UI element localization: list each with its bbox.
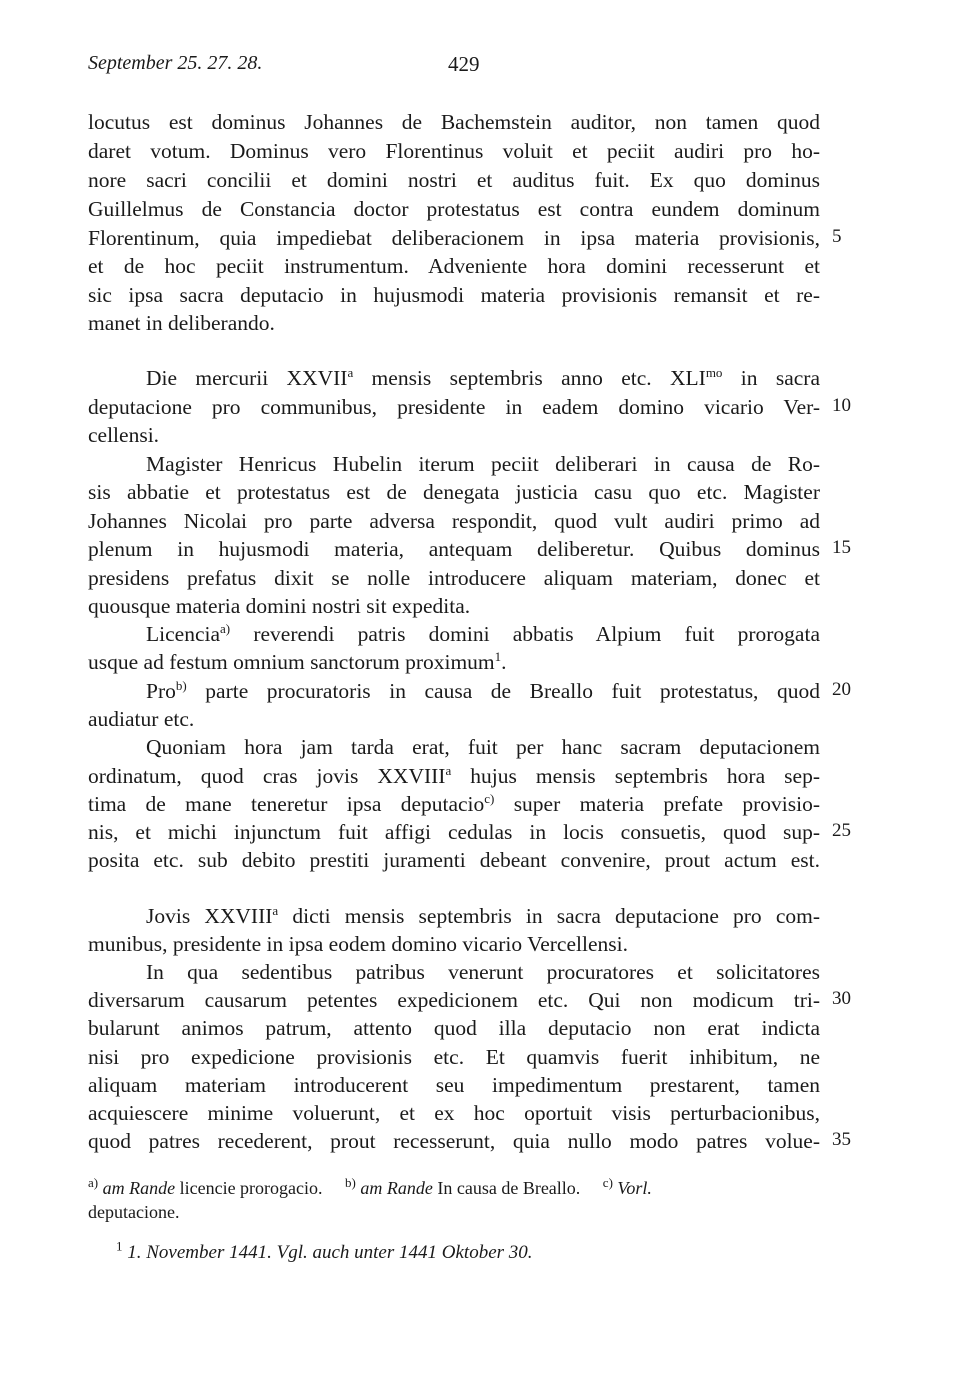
superscript-mark: a (347, 364, 354, 380)
running-head-date: September 25. 27. 28. (88, 52, 263, 74)
text-line (146, 733, 820, 761)
line-text: nore sacri concilii et domini nostri et auditus fuit. Ex quo dominus (88, 168, 820, 192)
text-line (146, 620, 820, 648)
footnote-a-text: licencie prorogacio. (179, 1178, 323, 1198)
line-text: mensis septembris anno etc. XLI (353, 366, 706, 390)
line-text: munibus, presidente in ipsa eodem domino vicario Vercellensi. (88, 932, 628, 956)
text-line (88, 507, 820, 535)
text-line (88, 1099, 820, 1127)
line-text: audiatur etc. (88, 707, 195, 731)
line-text: nis, et michi injunctum fuit affigi cedulas in locis consuetis, quod sup- (88, 820, 820, 844)
text-line (88, 478, 820, 506)
text-line (88, 309, 820, 337)
text-line (88, 421, 820, 449)
text-line (146, 364, 820, 392)
line-text: Jovis XXVIII (146, 904, 273, 928)
superscript-mark: a (272, 902, 279, 918)
line-text: Florentinum, quia impediebat deliberacionem in ipsa materia provisionis, (88, 226, 820, 250)
text-line (88, 252, 820, 280)
line-text: cellensi. (88, 423, 160, 447)
line-text: locutus est dominus Johannes de Bachemstein auditor, non tamen quod (88, 110, 820, 134)
margin-line-number: 25 (832, 820, 851, 841)
footnote-b-text: In causa de Breallo. (437, 1178, 581, 1198)
line-text: deputacione pro communibus, presidente in eadem domino vicario Ver- (88, 395, 820, 419)
line-text: acquiescere minime voluerunt, et ex hoc oportuit visis perturbacionibus, (88, 1101, 820, 1125)
line-text: daret votum. Dominus vero Florentinus voluit et peciit audiri pro ho- (88, 139, 820, 163)
line-text: Magister Henricus Hubelin iterum peciit deliberari in causa de Ro- (146, 452, 820, 476)
line-text: bularunt animos patrum, attento quod illa deputacio non erat indicta (88, 1016, 820, 1040)
line-text: Licencia (146, 622, 221, 646)
editorial-note (116, 1238, 533, 1264)
text-line (88, 137, 820, 165)
line-text: usque ad festum omnium sanctorum proximum (88, 650, 495, 674)
text-line (88, 1043, 820, 1071)
superscript-mark: mo (705, 364, 723, 380)
text-line (88, 1071, 820, 1099)
text-line (88, 790, 820, 818)
line-text: sic ipsa sacra deputacio in hujusmodi materia provisionis remansit et re- (88, 283, 820, 307)
text-line (88, 592, 820, 620)
text-line (88, 648, 820, 676)
text-line (88, 986, 820, 1014)
footnote-line-2 (88, 1200, 820, 1224)
line-text: Johannes Nicolai pro parte adversa respondit, quod vult audiri primo ad (88, 509, 820, 533)
margin-line-number: 5 (832, 226, 842, 247)
margin-line-number: 35 (832, 1129, 851, 1150)
line-text: . (501, 650, 507, 674)
text-line (88, 1127, 820, 1155)
page-number: 429 (448, 52, 480, 76)
line-text: diversarum causarum petentes expedicionem etc. Qui non modicum tri- (88, 988, 820, 1012)
text-line (146, 677, 820, 705)
footnote-b-mark: b) (345, 1175, 356, 1190)
line-text: aliquam materiam introducerent seu impedimentum prestarent, tamen (88, 1073, 820, 1097)
footnote-line-1 (88, 1176, 820, 1200)
line-text: nisi pro expedicione provisionis etc. Et quamvis fuerit inhibitum, ne (88, 1045, 820, 1069)
superscript-mark: a) (220, 620, 231, 636)
line-text: dicti mensis septembris in sacra deputacione pro com- (278, 904, 820, 928)
text-line (88, 930, 820, 958)
text-line (88, 393, 820, 421)
line-text: In qua sedentibus patribus venerunt procuratores et solicitatores (146, 960, 820, 984)
line-text: ordinatum, quod cras jovis XXVIII (88, 764, 446, 788)
line-text: et de hoc peciit instrumentum. Adveniente hora domini recesserunt et (88, 254, 820, 278)
line-text: super materia prefate provisio- (494, 792, 820, 816)
line-text: parte procuratoris in causa de Breallo fuit protestatus, quod (186, 679, 820, 703)
text-line (88, 564, 820, 592)
text-line (88, 705, 820, 733)
superscript-mark: 1 (494, 648, 502, 664)
text-line (88, 1014, 820, 1042)
line-text: Pro (146, 679, 176, 703)
footnote-c-place: Vorl. (617, 1178, 652, 1198)
text-line (88, 195, 820, 223)
line-text: quousque materia domini nostri sit expedita. (88, 594, 471, 618)
note-1-mark: 1 (116, 1238, 123, 1254)
text-line (88, 818, 820, 846)
footnote-c-mark: c) (602, 1175, 613, 1190)
footnote-a-mark: a) (88, 1175, 99, 1190)
line-text: plenum in hujusmodi materia, antequam deliberetur. Quibus dominus (88, 537, 820, 561)
superscript-mark: a (445, 762, 452, 778)
text-line (88, 108, 820, 136)
text-line (88, 166, 820, 194)
line-text: hujus mensis septembris hora sep- (451, 764, 820, 788)
line-text: manet in deliberando. (88, 311, 275, 335)
superscript-mark: c) (484, 790, 495, 806)
text-line (88, 762, 820, 790)
footnote-b-place: am Rande (360, 1178, 433, 1198)
line-text: Quoniam hora jam tarda erat, fuit per hanc sacram deputacionem (146, 735, 820, 759)
line-text: sis abbatie et protestatus est de denegata justicia casu quo etc. Magister (88, 480, 820, 504)
text-line (88, 281, 820, 309)
margin-line-number: 20 (832, 679, 851, 700)
text-line (146, 902, 820, 930)
note-1-text: 1. November 1441. Vgl. auch unter 1441 Oktober 30. (127, 1242, 533, 1263)
text-line (88, 224, 820, 252)
line-text: in sacra (722, 366, 820, 390)
text-line (88, 846, 820, 874)
margin-line-number: 30 (832, 988, 851, 1009)
footnote-a-place: am Rande (102, 1178, 176, 1198)
line-text: presidens prefatus dixit se nolle introducere aliquam materiam, donec et (88, 566, 820, 590)
text-line (146, 450, 820, 478)
superscript-mark: b) (175, 677, 187, 693)
footnote-c-text: deputacione. (88, 1202, 180, 1222)
text-line (88, 535, 820, 563)
line-text: tima de mane teneretur ipsa deputacio (88, 792, 485, 816)
line-text: Die mercurii XXVII (146, 366, 348, 390)
margin-line-number: 10 (832, 395, 851, 416)
margin-line-number: 15 (832, 537, 851, 558)
line-text: reverendi patris domini abbatis Alpium fuit prorogata (230, 622, 820, 646)
line-text: quod patres recederent, prout recesserunt, quia nullo modo patres volue- (88, 1129, 820, 1153)
text-line (146, 958, 820, 986)
line-text: Guillelmus de Constancia doctor protestatus est contra eundem dominum (88, 197, 820, 221)
line-text: posita etc. sub debito prestiti juramenti debeant convenire, prout actum est. (88, 848, 820, 872)
